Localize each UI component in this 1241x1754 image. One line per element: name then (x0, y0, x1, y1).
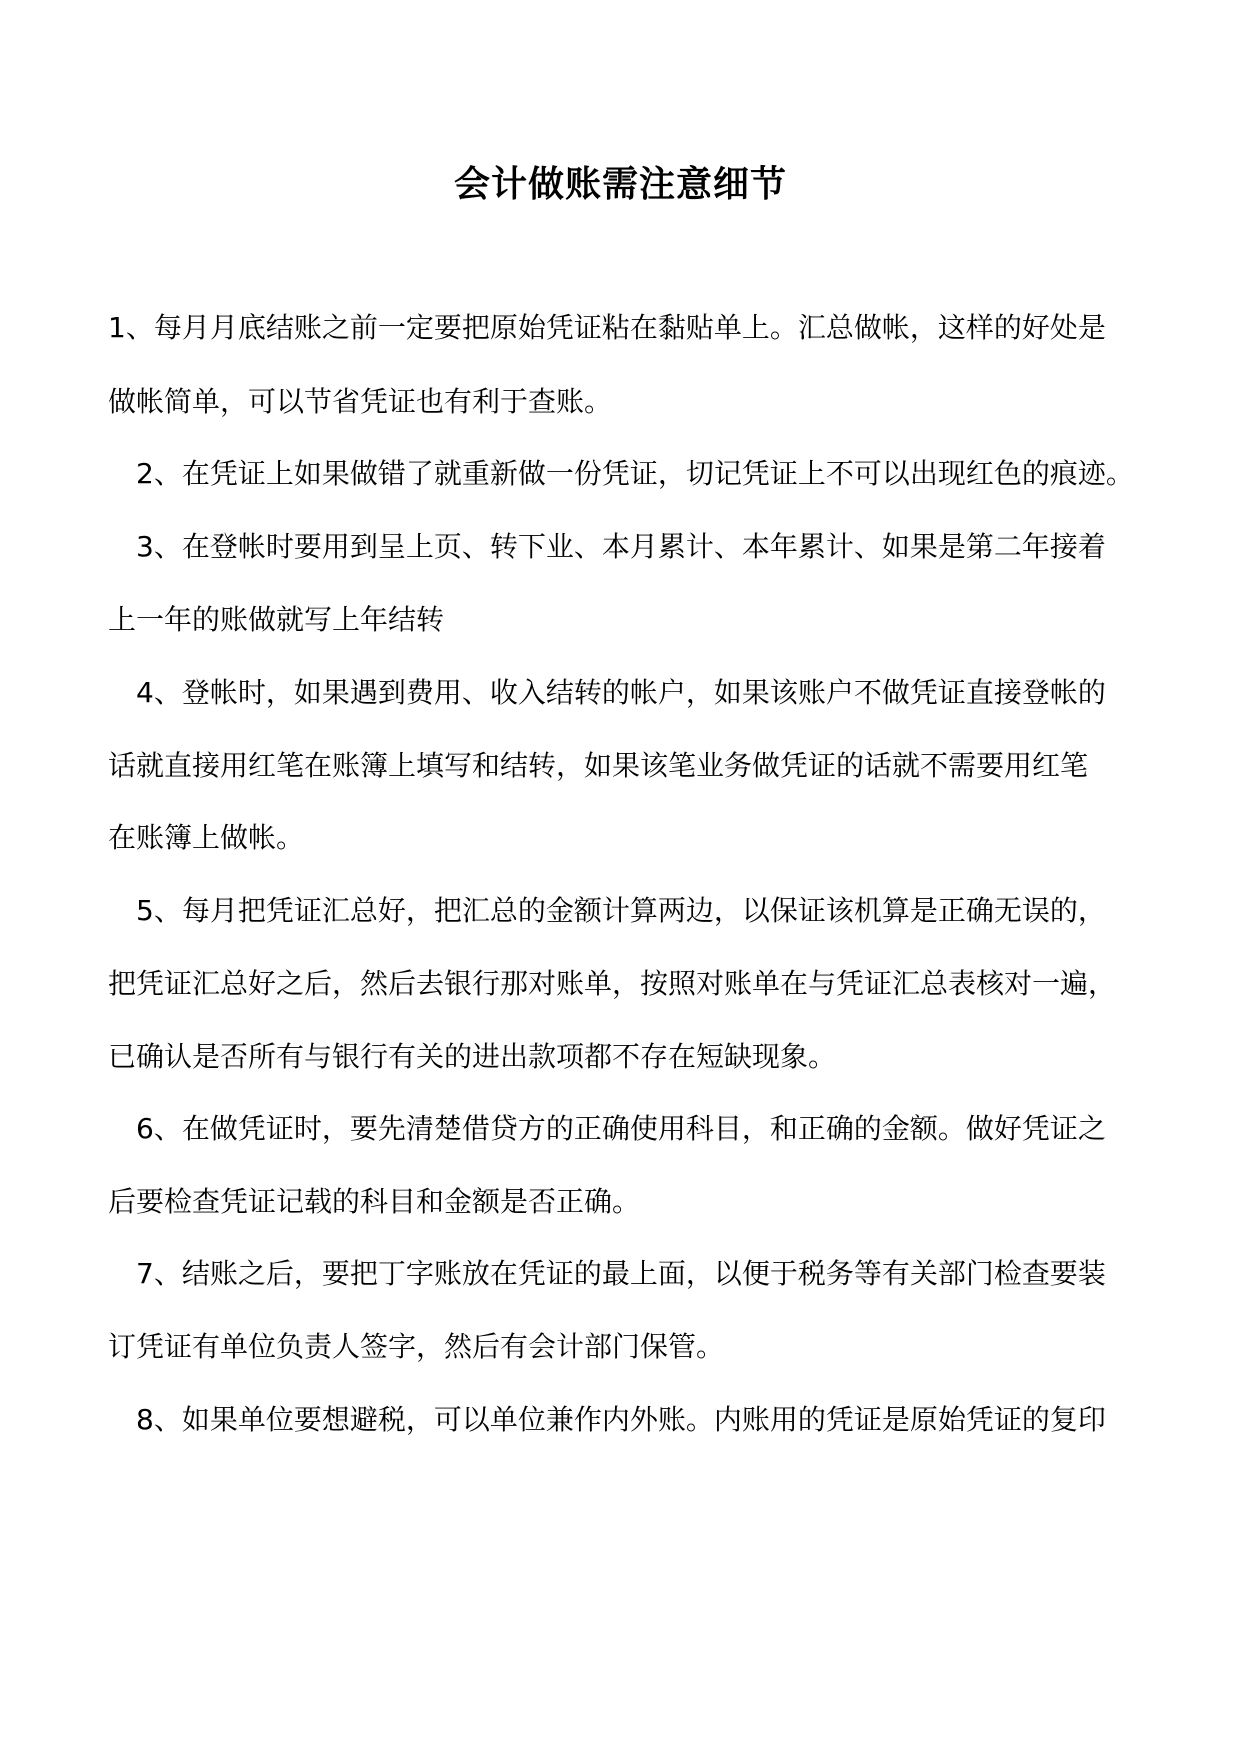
paragraph-4-line-1: 4、登帐时，如果遇到费用、收入结转的帐户，如果该账户不做凭证直接登帐的 (136, 676, 1106, 709)
paragraph-1-line-2: 做帐简单，可以节省凭证也有利于查账。 (108, 385, 613, 418)
paragraph-3-line-1: 3、在登帐时要用到呈上页、转下业、本月累计、本年累计、如果是第二年接着 (136, 530, 1106, 563)
paragraph-4-line-3: 在账簿上做帐。 (108, 821, 305, 854)
paragraph-2-line-1: 2、在凭证上如果做错了就重新做一份凭证，切记凭证上不可以出现红色的痕迹。 (136, 457, 1134, 490)
paragraph-1-line-1: 1、每月月底结账之前一定要把原始凭证粘在黏贴单上。汇总做帐，这样的好处是 (108, 311, 1106, 344)
paragraph-6-line-1: 6、在做凭证时，要先清楚借贷方的正确使用科目，和正确的金额。做好凭证之 (136, 1112, 1106, 1145)
paragraph-4-line-2: 话就直接用红笔在账簿上填写和结转，如果该笔业务做凭证的话就不需要用红笔 (108, 749, 1089, 782)
document-title: 会计做账需注意细节 (453, 164, 787, 205)
paragraph-8-line-1: 8、如果单位要想避税，可以单位兼作内外账。内账用的凭证是原始凭证的复印 (136, 1403, 1106, 1436)
paragraph-5-line-2: 把凭证汇总好之后，然后去银行那对账单，按照对账单在与凭证汇总表核对一遍， (108, 967, 1117, 1000)
paragraph-5-line-3: 已确认是否所有与银行有关的进出款项都不存在短缺现象。 (108, 1040, 837, 1073)
paragraph-5-line-1: 5、每月把凭证汇总好，把汇总的金额计算两边，以保证该机算是正确无误的， (136, 894, 1106, 927)
paragraph-7-line-2: 订凭证有单位负责人签字，然后有会计部门保管。 (108, 1330, 725, 1363)
paragraph-7-line-1: 7、结账之后，要把丁字账放在凭证的最上面，以便于税务等有关部门检查要装 (136, 1257, 1106, 1290)
paragraph-3-line-2: 上一年的账做就写上年结转 (108, 603, 445, 636)
paragraph-6-line-2: 后要检查凭证记载的科目和金额是否正确。 (108, 1185, 641, 1218)
